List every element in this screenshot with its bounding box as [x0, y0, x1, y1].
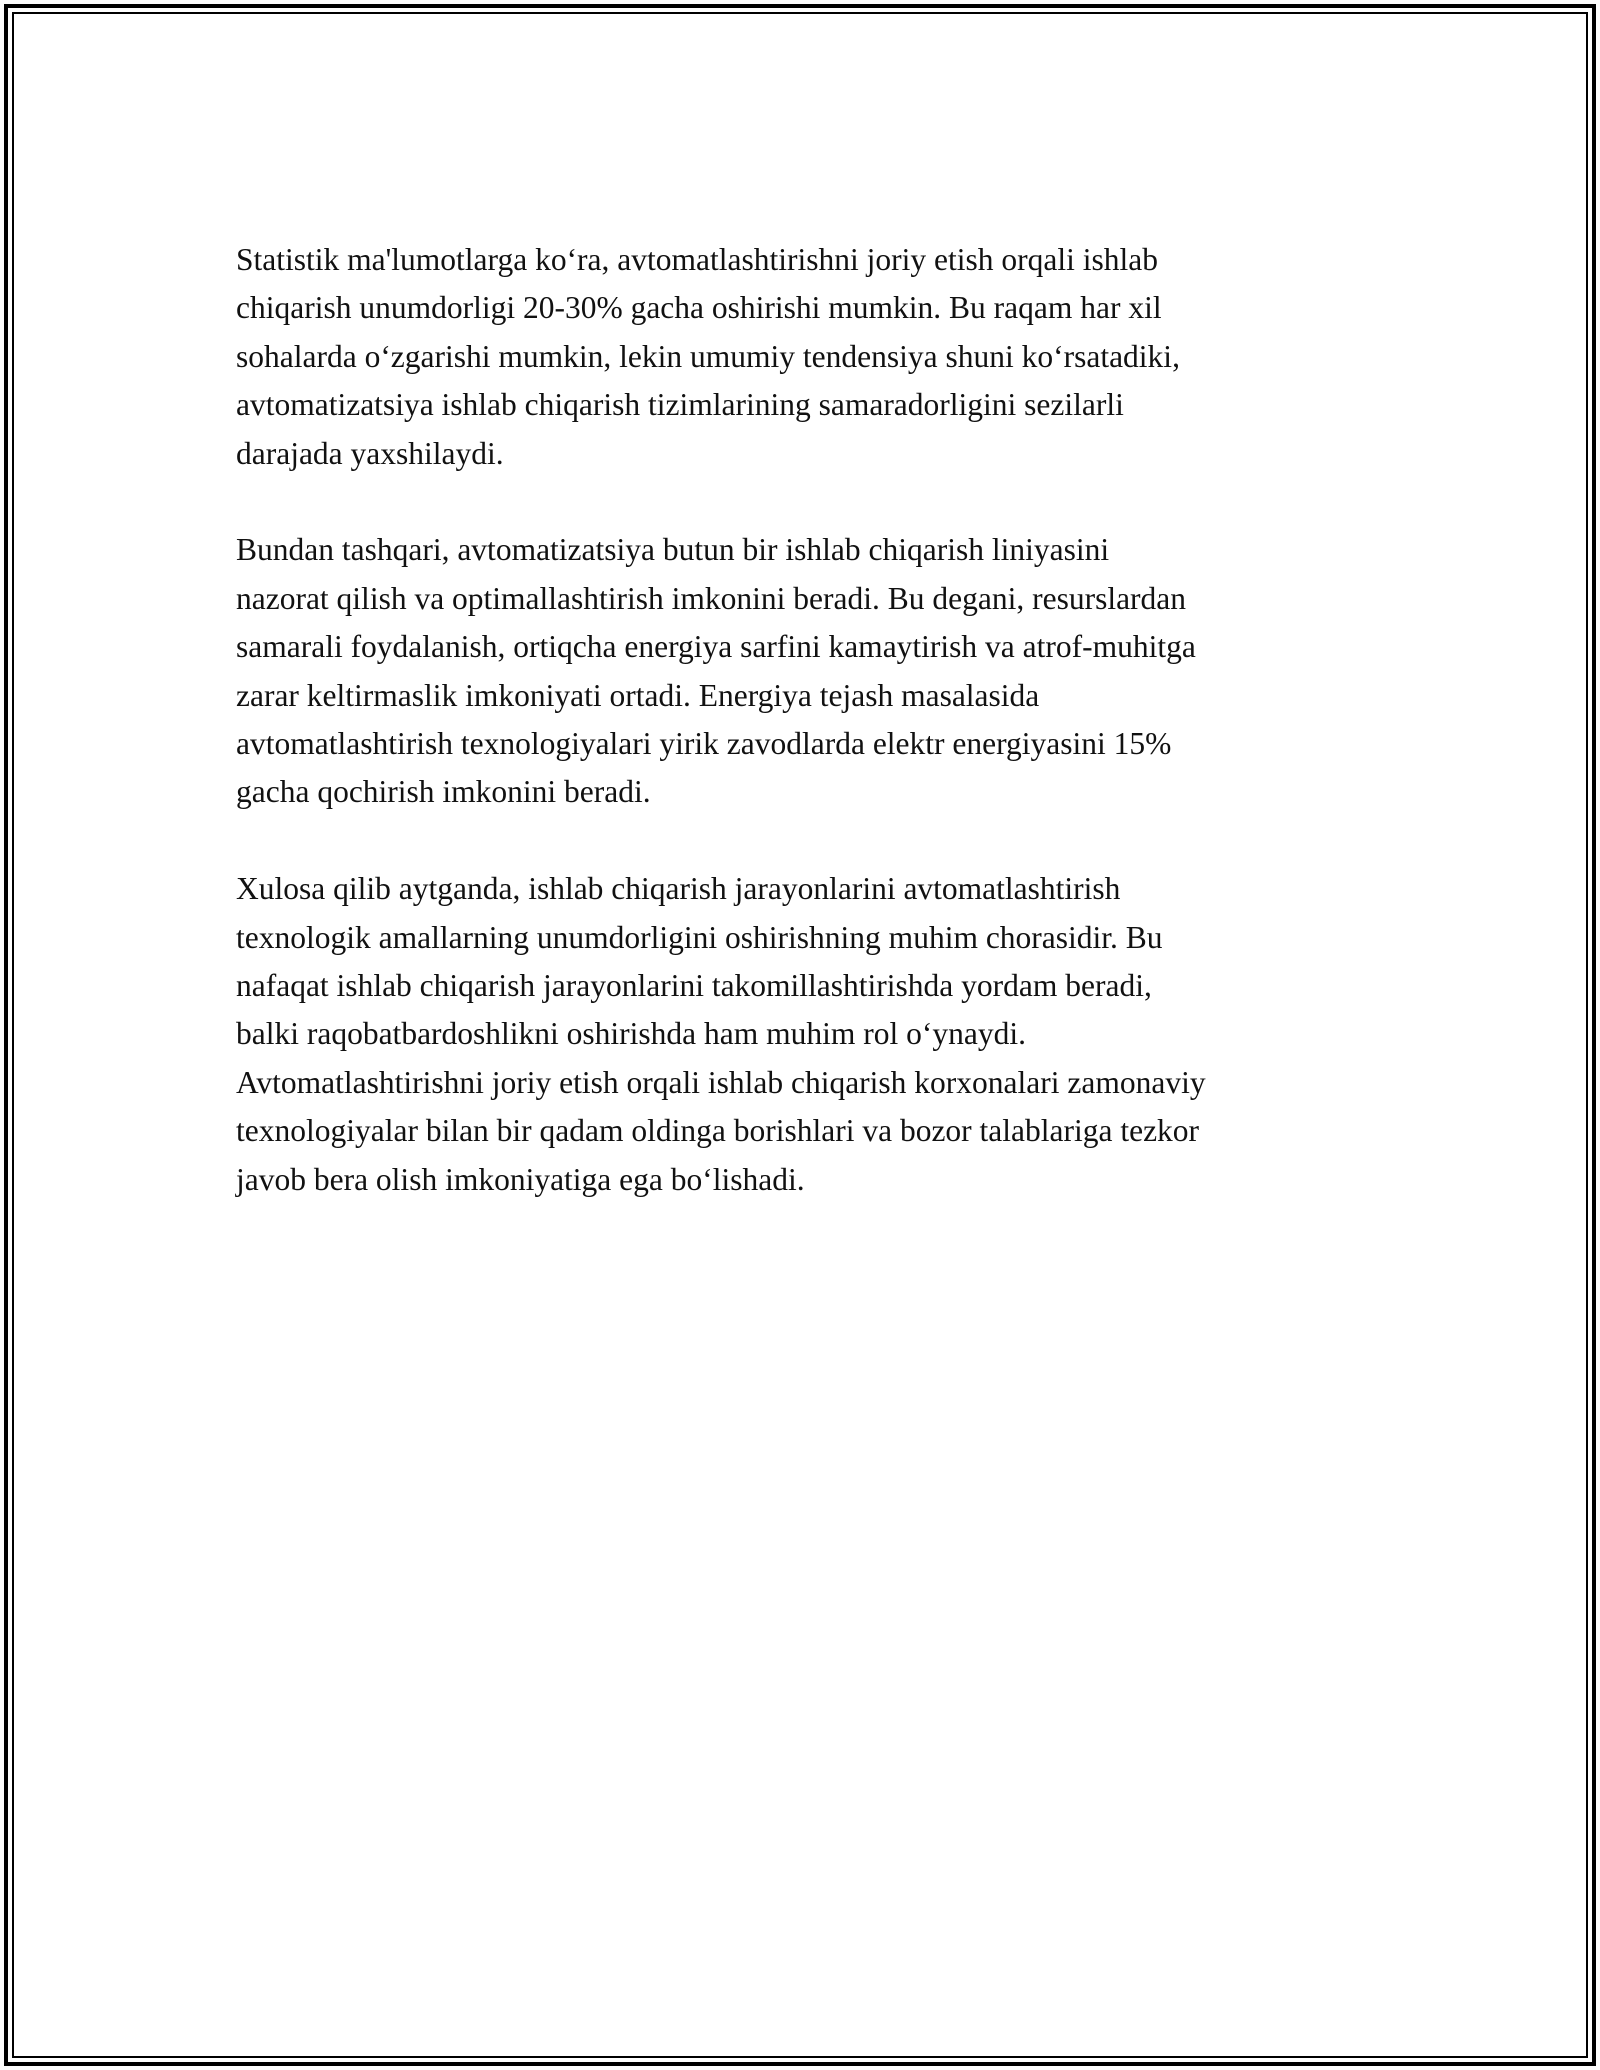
paragraph-energy: Bundan tashqari, avtomatizatsiya butun bir ishlab chiqarish liniyasini nazorat qilish va optimallashtirish imkonini beradi. Bu degani, resurslardan samarali foydalanish, ortiqcha energiya sarfini kamaytirish va atrof-muhitga zarar keltirmaslik imkoniyati ortadi. Energiya tejash masalasida avtomatlashtirish texnologiyalari yirik zavodlarda elektr energiyasini 15% gacha qochirish imkonini beradi. — [236, 532, 1196, 810]
paragraph-conclusion: Xulosa qilib aytganda, ishlab chiqarish jarayonlarini avtomatlashtirish texnologik amallarning unumdorligini oshirishning muhim chorasidir. Bu nafaqat ishlab chiqarish jarayonlarini takomillashtirishda yordam beradi, balki raqobatbardoshlikni oshirishda ham muhim rol o‘ynaydi. Avtomatlashtirishni joriy etish orqali ishlab chiqarish korxonalari zamonaviy texnologiyalar bilan bir qadam oldinga borishlari va bozor talablariga tezkor javob bera olish imkoniyatiga ega bo‘lishadi. — [236, 871, 1206, 1197]
paragraph-statistics: Statistik ma'lumotlarga ko‘ra, avtomatlashtirishni joriy etish orqali ishlab chiqarish unumdorligi 20-30% gacha oshirishi mumkin. Bu raqam har xil sohalarda o‘zgarishi mumkin, lekin umumiy tendensiya shuni ko‘rsatadiki, avtomatizatsiya ishlab chiqarish tizimlarining samaradorligini sezilarli darajada yaxshilaydi. — [236, 242, 1180, 471]
document-body — [236, 236, 1376, 1252]
